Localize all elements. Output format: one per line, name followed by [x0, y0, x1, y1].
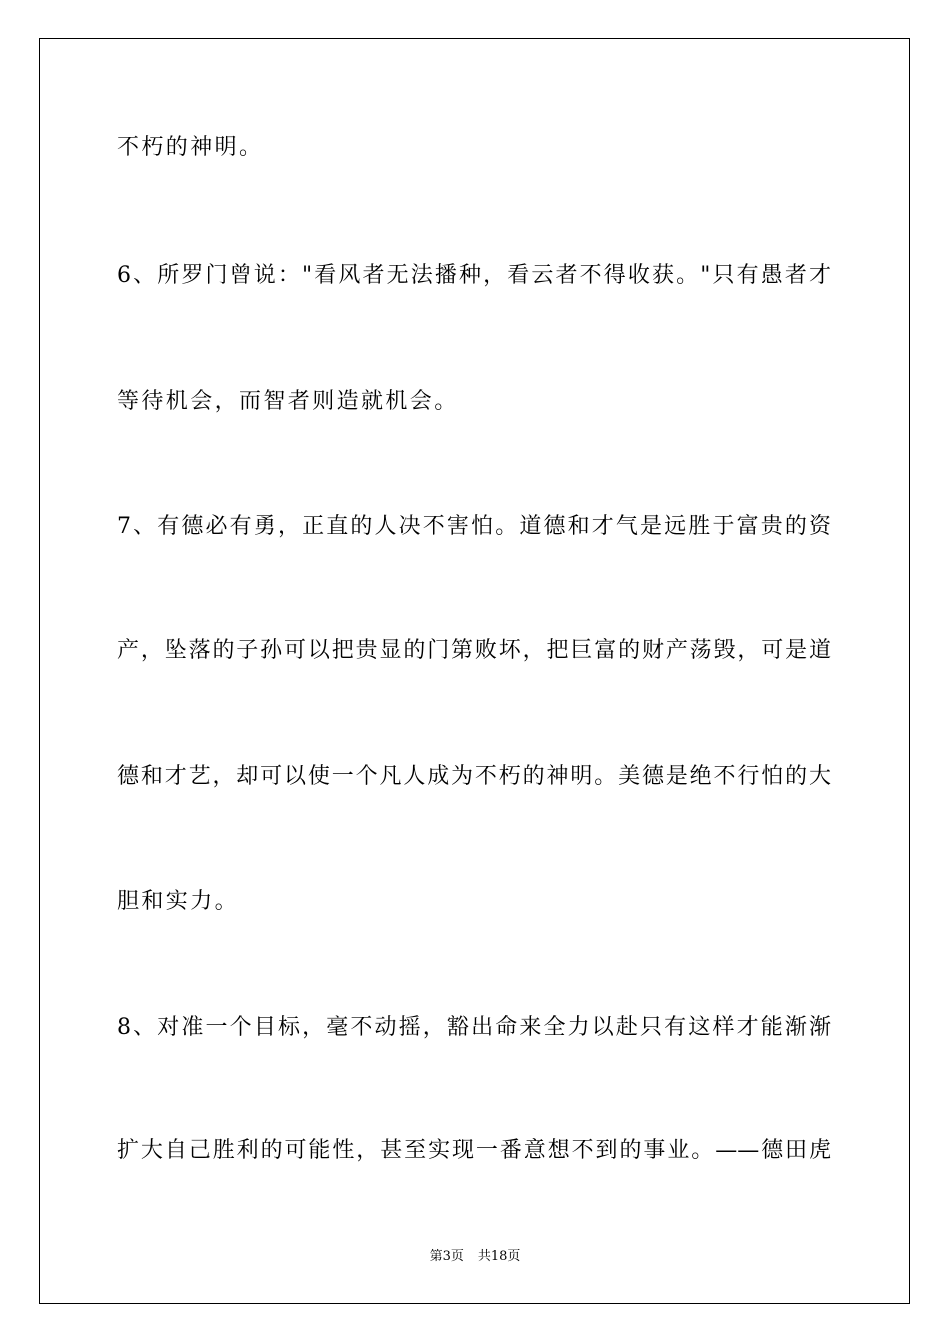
text-line-1: 不朽的神明。 — [117, 135, 264, 160]
text-line-3: 等待机会，而智者则造就机会。 — [117, 389, 459, 414]
text-line-2: 6、所罗门曾说："看风者无法播种，看云者不得收获。"只有愚者才 — [117, 263, 831, 288]
text-line-6: 德和才艺，却可以使一个凡人成为不朽的神明。美德是绝不行怕的大 — [117, 764, 831, 789]
text-line-5: 产，坠落的子孙可以把贵显的门第败坏，把巨富的财产荡毁，可是道 — [117, 638, 831, 663]
page-footer — [0, 1247, 950, 1267]
page-number: 第3页 — [429, 1249, 464, 1264]
total-pages: 共18页 — [477, 1249, 521, 1264]
text-line-7: 胆和实力。 — [117, 889, 240, 914]
text-line-4: 7、有德必有勇，正直的人决不害怕。道德和才气是远胜于富贵的资 — [117, 514, 831, 539]
text-line-8: 8、对准一个目标，毫不动摇，豁出命来全力以赴只有这样才能渐渐 — [117, 1015, 831, 1040]
text-line-9: 扩大自己胜利的可能性，甚至实现一番意想不到的事业。——德田虎 — [117, 1138, 831, 1163]
page-border — [39, 38, 910, 1304]
